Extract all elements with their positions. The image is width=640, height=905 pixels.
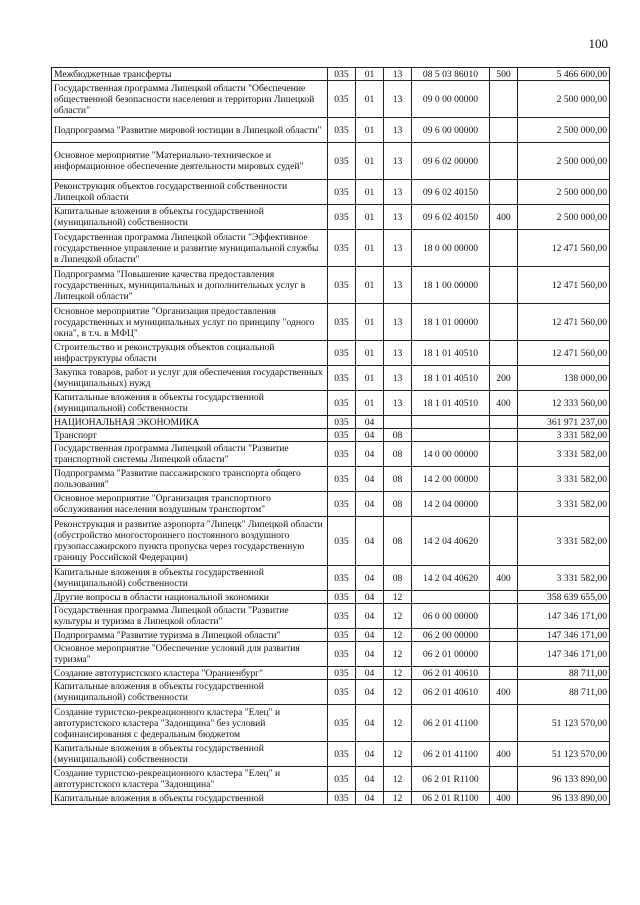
amount: 96 133 890,00: [518, 792, 610, 805]
section-code: 04: [356, 705, 384, 742]
ministry-code: 035: [328, 680, 356, 705]
ministry-code: 035: [328, 604, 356, 629]
section-code: 01: [356, 366, 384, 391]
section-code: 04: [356, 680, 384, 705]
target-article-code: 09 0 00 00000: [412, 81, 490, 118]
amount: 358 639 655,00: [518, 591, 610, 604]
subsection-code: 12: [384, 667, 412, 680]
ministry-code: 035: [328, 118, 356, 143]
amount: 3 331 582,00: [518, 492, 610, 517]
row-name: Основное мероприятие "Материально-техническое и информационное обеспечение деятельности мировых судей": [52, 143, 328, 180]
section-code: 04: [356, 767, 384, 792]
row-name: Капитальные вложения в объекты государственной (муниципальной) собственности: [52, 742, 328, 767]
target-article-code: 06 2 01 40610: [412, 680, 490, 705]
expense-type-code: [490, 492, 518, 517]
expense-type-code: 400: [490, 391, 518, 416]
row-name: Капитальные вложения в объекты государственной (муниципальной) собственности: [52, 680, 328, 705]
subsection-code: 13: [384, 341, 412, 366]
row-name: Капитальные вложения в объекты государственной (муниципальной) собственности: [52, 391, 328, 416]
amount: 12 471 560,00: [518, 267, 610, 304]
ministry-code: 035: [328, 81, 356, 118]
subsection-code: 12: [384, 792, 412, 805]
amount: 3 331 582,00: [518, 429, 610, 442]
section-code: 01: [356, 230, 384, 267]
ministry-code: 035: [328, 267, 356, 304]
table-row: [52, 391, 610, 416]
subsection-code: 08: [384, 467, 412, 492]
ministry-code: 035: [328, 205, 356, 230]
target-article-code: [412, 591, 490, 604]
section-code: 01: [356, 81, 384, 118]
subsection-code: 12: [384, 767, 412, 792]
expense-type-code: 400: [490, 792, 518, 805]
row-name: Основное мероприятие "Организация транспортного обслуживания населения воздушным транспортом": [52, 492, 328, 517]
section-code: 01: [356, 143, 384, 180]
expense-type-code: [490, 667, 518, 680]
ministry-code: 035: [328, 566, 356, 591]
section-code: 04: [356, 642, 384, 667]
row-name: Подпрограмма "Развитие туризма в Липецкой области": [52, 629, 328, 642]
subsection-code: 12: [384, 705, 412, 742]
table-row: [52, 604, 610, 629]
amount: 88 711,00: [518, 667, 610, 680]
amount: 51 123 570,00: [518, 742, 610, 767]
target-article-code: [412, 416, 490, 429]
section-code: 04: [356, 792, 384, 805]
section-code: 04: [356, 667, 384, 680]
row-name: Государственная программа Липецкой области "Эффективное государственное управление и развитие муниципальной службы в Липецкой области": [52, 230, 328, 267]
ministry-code: 035: [328, 492, 356, 517]
target-article-code: 14 2 04 40620: [412, 566, 490, 591]
ministry-code: 035: [328, 792, 356, 805]
section-code: 01: [356, 118, 384, 143]
target-article-code: 06 0 00 00000: [412, 604, 490, 629]
ministry-code: 035: [328, 341, 356, 366]
target-article-code: 18 1 00 00000: [412, 267, 490, 304]
subsection-code: 13: [384, 205, 412, 230]
expense-type-code: [490, 642, 518, 667]
subsection-code: 08: [384, 492, 412, 517]
subsection-code: 13: [384, 68, 412, 81]
section-code: 01: [356, 205, 384, 230]
ministry-code: 035: [328, 517, 356, 566]
section-code: 04: [356, 591, 384, 604]
subsection-code: 13: [384, 180, 412, 205]
ministry-code: 035: [328, 591, 356, 604]
table-row: [52, 416, 610, 429]
expense-type-code: [490, 180, 518, 205]
row-name: Реконструкция объектов государственной собственности Липецкой области: [52, 180, 328, 205]
amount: 361 971 237,00: [518, 416, 610, 429]
subsection-code: 12: [384, 604, 412, 629]
section-code: 04: [356, 566, 384, 591]
target-article-code: 18 1 01 40510: [412, 341, 490, 366]
subsection-code: 08: [384, 566, 412, 591]
target-article-code: 09 6 02 00000: [412, 143, 490, 180]
target-article-code: 06 2 01 41100: [412, 705, 490, 742]
table-row: [52, 517, 610, 566]
row-name: Капитальные вложения в объекты государственной: [52, 792, 328, 805]
section-code: 01: [356, 68, 384, 81]
expense-type-code: [490, 604, 518, 629]
ministry-code: 035: [328, 143, 356, 180]
table-row: [52, 143, 610, 180]
ministry-code: 035: [328, 391, 356, 416]
amount: 3 331 582,00: [518, 566, 610, 591]
subsection-code: 08: [384, 442, 412, 467]
table-row: [52, 81, 610, 118]
subsection-code: 08: [384, 429, 412, 442]
table-row: [52, 442, 610, 467]
row-name: Другие вопросы в области национальной экономики: [52, 591, 328, 604]
row-name: Подпрограмма "Развитие пассажирского транспорта общего пользования": [52, 467, 328, 492]
table-row: [52, 230, 610, 267]
subsection-code: 13: [384, 366, 412, 391]
target-article-code: 18 1 01 40510: [412, 366, 490, 391]
expense-type-code: 400: [490, 742, 518, 767]
target-article-code: 06 2 01 R1100: [412, 767, 490, 792]
section-code: 01: [356, 391, 384, 416]
table-row: [52, 705, 610, 742]
amount: 5 466 600,00: [518, 68, 610, 81]
ministry-code: 035: [328, 416, 356, 429]
budget-table: [51, 67, 610, 805]
row-name: Капитальные вложения в объекты государственной (муниципальной) собственности: [52, 566, 328, 591]
target-article-code: 14 2 00 00000: [412, 467, 490, 492]
expense-type-code: [490, 267, 518, 304]
amount: 2 500 000,00: [518, 118, 610, 143]
expense-type-code: [490, 118, 518, 143]
table-row: [52, 629, 610, 642]
expense-type-code: [490, 341, 518, 366]
expense-type-code: [490, 442, 518, 467]
amount: 12 333 560,00: [518, 391, 610, 416]
row-name: Капитальные вложения в объекты государственной (муниципальной) собственности: [52, 205, 328, 230]
section-code: 04: [356, 742, 384, 767]
row-name: Государственная программа Липецкой области "Развитие культуры и туризма в Липецкой области": [52, 604, 328, 629]
row-name: Основное мероприятие "Организация предоставления государственных и муниципальных услуг по принципу "одного окна", в т.ч. в МФЦ": [52, 304, 328, 341]
subsection-code: 13: [384, 304, 412, 341]
row-name: Строительство и реконструкция объектов социальной инфраструктуры области: [52, 341, 328, 366]
table-row: [52, 68, 610, 81]
subsection-code: 13: [384, 230, 412, 267]
ministry-code: 035: [328, 642, 356, 667]
row-name: Основное мероприятие "Обеспечение условий для развития туризма": [52, 642, 328, 667]
table-row: [52, 492, 610, 517]
table-row: [52, 429, 610, 442]
table-row: [52, 767, 610, 792]
row-name: НАЦИОНАЛЬНАЯ ЭКОНОМИКА: [52, 416, 328, 429]
amount: 3 331 582,00: [518, 467, 610, 492]
row-name: Государственная программа Липецкой области "Развитие транспортной системы Липецкой области": [52, 442, 328, 467]
expense-type-code: [490, 517, 518, 566]
table-row: [52, 341, 610, 366]
expense-type-code: [490, 629, 518, 642]
target-article-code: 09 6 00 00000: [412, 118, 490, 143]
amount: 51 123 570,00: [518, 705, 610, 742]
ministry-code: 035: [328, 442, 356, 467]
target-article-code: 18 1 01 40510: [412, 391, 490, 416]
subsection-code: [384, 416, 412, 429]
subsection-code: 13: [384, 391, 412, 416]
target-article-code: 14 2 04 00000: [412, 492, 490, 517]
target-article-code: 09 6 02 40150: [412, 180, 490, 205]
expense-type-code: 400: [490, 680, 518, 705]
section-code: 01: [356, 267, 384, 304]
table-row: [52, 591, 610, 604]
subsection-code: 12: [384, 680, 412, 705]
subsection-code: 08: [384, 517, 412, 566]
subsection-code: 12: [384, 591, 412, 604]
section-code: 04: [356, 629, 384, 642]
expense-type-code: 200: [490, 366, 518, 391]
row-name: Создание туристско-рекреационного кластера "Елец" и автотуристского кластера "Задонщина" без условий софинансирования с федеральным бюджетом: [52, 705, 328, 742]
table-row: [52, 205, 610, 230]
amount: 2 500 000,00: [518, 143, 610, 180]
target-article-code: 06 2 01 00000: [412, 642, 490, 667]
expense-type-code: [490, 705, 518, 742]
ministry-code: 035: [328, 366, 356, 391]
target-article-code: 06 2 00 00000: [412, 629, 490, 642]
expense-type-code: [490, 467, 518, 492]
row-name: Создание автотуристского кластера "Ораниенбург": [52, 667, 328, 680]
section-code: 04: [356, 416, 384, 429]
target-article-code: 06 2 01 40610: [412, 667, 490, 680]
table-row: [52, 304, 610, 341]
target-article-code: 14 0 00 00000: [412, 442, 490, 467]
expense-type-code: [490, 767, 518, 792]
subsection-code: 12: [384, 642, 412, 667]
subsection-code: 12: [384, 629, 412, 642]
row-name: Подпрограмма "Развитие мировой юстиции в Липецкой области": [52, 118, 328, 143]
section-code: 04: [356, 517, 384, 566]
table-row: [52, 642, 610, 667]
section-code: 04: [356, 492, 384, 517]
row-name: Межбюджетные трансферты: [52, 68, 328, 81]
expense-type-code: [490, 230, 518, 267]
row-name: Создание туристско-рекреационного кластера "Елец" и автотуристского кластера "Задонщина": [52, 767, 328, 792]
amount: 2 500 000,00: [518, 81, 610, 118]
expense-type-code: [490, 591, 518, 604]
ministry-code: 035: [328, 304, 356, 341]
subsection-code: 13: [384, 118, 412, 143]
amount: 12 471 560,00: [518, 341, 610, 366]
expense-type-code: 400: [490, 566, 518, 591]
ministry-code: 035: [328, 629, 356, 642]
expense-type-code: [490, 429, 518, 442]
subsection-code: 12: [384, 742, 412, 767]
amount: 2 500 000,00: [518, 180, 610, 205]
section-code: 04: [356, 442, 384, 467]
amount: 88 711,00: [518, 680, 610, 705]
amount: 147 346 171,00: [518, 629, 610, 642]
ministry-code: 035: [328, 230, 356, 267]
table-row: [52, 467, 610, 492]
expense-type-code: 400: [490, 205, 518, 230]
row-name: Транспорт: [52, 429, 328, 442]
row-name: Подпрограмма "Повышение качества предоставления государственных, муниципальных и дополнительных услуг в Липецкой области": [52, 267, 328, 304]
amount: 138 000,00: [518, 366, 610, 391]
target-article-code: [412, 429, 490, 442]
subsection-code: 13: [384, 143, 412, 180]
section-code: 04: [356, 467, 384, 492]
section-code: 01: [356, 180, 384, 205]
amount: 12 471 560,00: [518, 304, 610, 341]
expense-type-code: [490, 81, 518, 118]
amount: 96 133 890,00: [518, 767, 610, 792]
row-name: Закупка товаров, работ и услуг для обеспечения государственных (муниципальных) нужд: [52, 366, 328, 391]
table-row: [52, 118, 610, 143]
ministry-code: 035: [328, 667, 356, 680]
expense-type-code: 500: [490, 68, 518, 81]
table-row: [52, 680, 610, 705]
section-code: 01: [356, 341, 384, 366]
section-code: 04: [356, 604, 384, 629]
target-article-code: 18 0 00 00000: [412, 230, 490, 267]
table-row: [52, 742, 610, 767]
table-row: [52, 792, 610, 805]
ministry-code: 035: [328, 68, 356, 81]
ministry-code: 035: [328, 467, 356, 492]
budget-table-body: [52, 68, 610, 805]
amount: 3 331 582,00: [518, 517, 610, 566]
table-row: [52, 667, 610, 680]
amount: 12 471 560,00: [518, 230, 610, 267]
ministry-code: 035: [328, 705, 356, 742]
target-article-code: 06 2 01 R1100: [412, 792, 490, 805]
target-article-code: 18 1 01 00000: [412, 304, 490, 341]
target-article-code: 08 5 03 86010: [412, 68, 490, 81]
section-code: 01: [356, 304, 384, 341]
expense-type-code: [490, 143, 518, 180]
amount: 147 346 171,00: [518, 604, 610, 629]
target-article-code: 06 2 01 41100: [412, 742, 490, 767]
section-code: 04: [356, 429, 384, 442]
expense-type-code: [490, 304, 518, 341]
subsection-code: 13: [384, 81, 412, 118]
ministry-code: 035: [328, 180, 356, 205]
ministry-code: 035: [328, 742, 356, 767]
ministry-code: 035: [328, 429, 356, 442]
ministry-code: 035: [328, 767, 356, 792]
table-row: [52, 180, 610, 205]
expense-type-code: [490, 416, 518, 429]
subsection-code: 13: [384, 267, 412, 304]
amount: 147 346 171,00: [518, 642, 610, 667]
target-article-code: 09 6 02 40150: [412, 205, 490, 230]
table-row: [52, 267, 610, 304]
target-article-code: 14 2 04 40620: [412, 517, 490, 566]
row-name: Государственная программа Липецкой области "Обеспечение общественной безопасности населения и территории Липецкой области": [52, 81, 328, 118]
row-name: Реконструкция и развитие аэропорта "Липецк" Липецкой области (обустройство многостороннего постоянного воздушного грузопассажирского пункта пропуска через государственную границу Российской Федерации): [52, 517, 328, 566]
table-row: [52, 366, 610, 391]
page-number: 100: [588, 36, 608, 51]
table-row: [52, 566, 610, 591]
amount: 3 331 582,00: [518, 442, 610, 467]
amount: 2 500 000,00: [518, 205, 610, 230]
